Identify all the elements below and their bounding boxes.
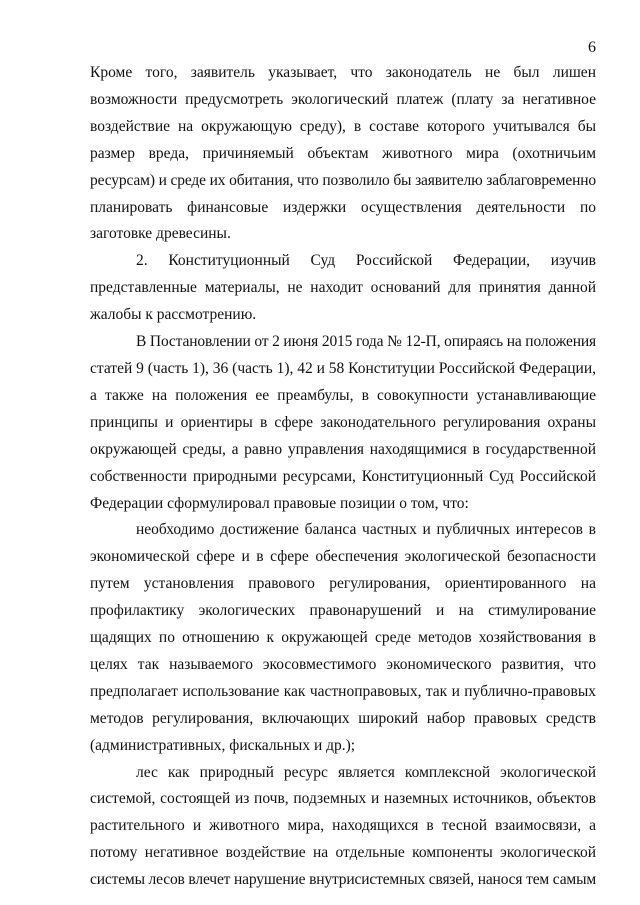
text-line: экономической сфере и в сфере обеспечения экологической безопасности [90, 548, 596, 566]
text-line: собственности природными ресурсами, Конституционный Суд Российской [90, 467, 596, 485]
page-number: 6 [588, 39, 596, 56]
text-line: потому негативное воздействие на отдельные компоненты экологической [90, 844, 596, 862]
text-line: 2. Конституционный Суд Российской Федерации, изучив [136, 252, 596, 270]
text-line: Кроме того, заявитель указывает, что законодатель не был лишен [90, 64, 596, 81]
text-line: системы лесов влечет нарушение внутрисистемных связей, нанося тем самым [90, 871, 596, 889]
document-body [90, 60, 596, 894]
text-line: лес как природный ресурс является комплексной экологической [136, 763, 596, 781]
text-line: предполагает использование как частноправовых, так и публично-правовых [90, 682, 596, 700]
text-line: возможности предусмотреть экологический платеж (плату за негативное [90, 90, 596, 108]
text-line: воздействие на окружающую среду), в составе которого учитывался бы [90, 117, 596, 135]
text-line: жалобы к рассмотрению. [90, 306, 257, 324]
text-line: планировать финансовые издержки осуществления деятельности по [90, 198, 596, 216]
text-line: необходимо достижение баланса частных и публичных интересов в [136, 521, 596, 539]
text-line: статей 9 (часть 1), 36 (часть 1), 42 и 58 Конституции Российской Федерации, [90, 359, 597, 377]
text-line: (административных, фискальных и др.); [90, 736, 356, 754]
text-line: представленные материалы, не находит оснований для принятия данной [90, 279, 596, 297]
text-line: принципы и ориентиры в сфере законодательного регулирования охраны [90, 413, 596, 431]
text-line: Федерации сформулировал правовые позиции о том, что: [90, 494, 469, 512]
text-line: окружающей среды, а равно управления находящимися в государственной [90, 440, 596, 458]
text-line: ресурсам) и среде их обитания, что позволило бы заявителю заблаговременно [90, 171, 597, 189]
text-line: растительного и животного мира, находящихся в тесной взаимосвязи, а [90, 817, 596, 835]
text-line: щадящих по отношению к окружающей среде методов хозяйствования в [90, 629, 596, 647]
text-line: В Постановлении от 2 июня 2015 года № 12-П, опираясь на положения [136, 333, 596, 351]
text-line: размер вреда, причиняемый объектам животного мира (охотничьим [90, 144, 596, 162]
text-line: заготовке древесины. [90, 225, 231, 243]
text-line: а также на положения ее преамбулы, в совокупности устанавливающие [90, 386, 596, 404]
text-line: целях так называемого экосовместимого экономического развития, что [90, 655, 596, 673]
text-line: профилактику экологических правонарушений и на стимулирование [90, 602, 596, 620]
text-line: путем установления правового регулирования, ориентированного на [90, 575, 596, 593]
text-line: системой, состоящей из почв, подземных и наземных источников, объектов [90, 790, 596, 808]
text-line: методов регулирования, включающих широкий набор правовых средств [90, 709, 596, 727]
